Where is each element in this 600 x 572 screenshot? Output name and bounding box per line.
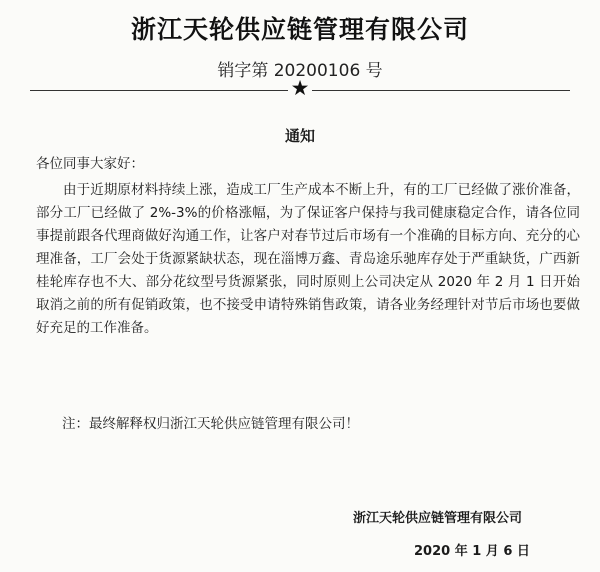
notice-body: 由于近期原材料持续上涨，造成工厂生产成本不断上升，有的工厂已经做了涨价准备，部分工厂已经做了 2%-3%的价格涨幅，为了保证客户保持与我司健康稳定合作，请各位同事提前跟各代理商做好沟通工作，让客户对春节过后市场有一个准确的目标方向、充分的心理准备，工厂会处于货源紧缺状态，现在淄博万鑫、青岛途乐驰库存处于严重缺货，广西新桂轮库存也不大、部分花纹型号货源紧张，同时原则上公司决定从 2020 年 2 月 1 日开始取消之前的所有促销政策，也不接受申请特殊销售政策，请各业务经理针对节后市场也要做好充足的工作准备。 (36, 182, 580, 336)
greeting: 各位同事大家好： (36, 156, 144, 172)
star-icon: ★ (290, 76, 310, 100)
company-title: 浙江天轮供应链管理有限公司 (130, 15, 469, 44)
signature-company: 浙江天轮供应链管理有限公司 (353, 511, 523, 526)
document-number: 销字第 20200106 号 (217, 61, 383, 81)
header-rule-right (312, 90, 570, 91)
header-rule-left (30, 90, 288, 91)
notice-heading: 通知 (284, 127, 315, 145)
signature-date: 2020 年 1 月 6 日 (414, 544, 530, 559)
disclaimer-note: 注：最终解释权归浙江天轮供应链管理有限公司！ (62, 416, 359, 432)
